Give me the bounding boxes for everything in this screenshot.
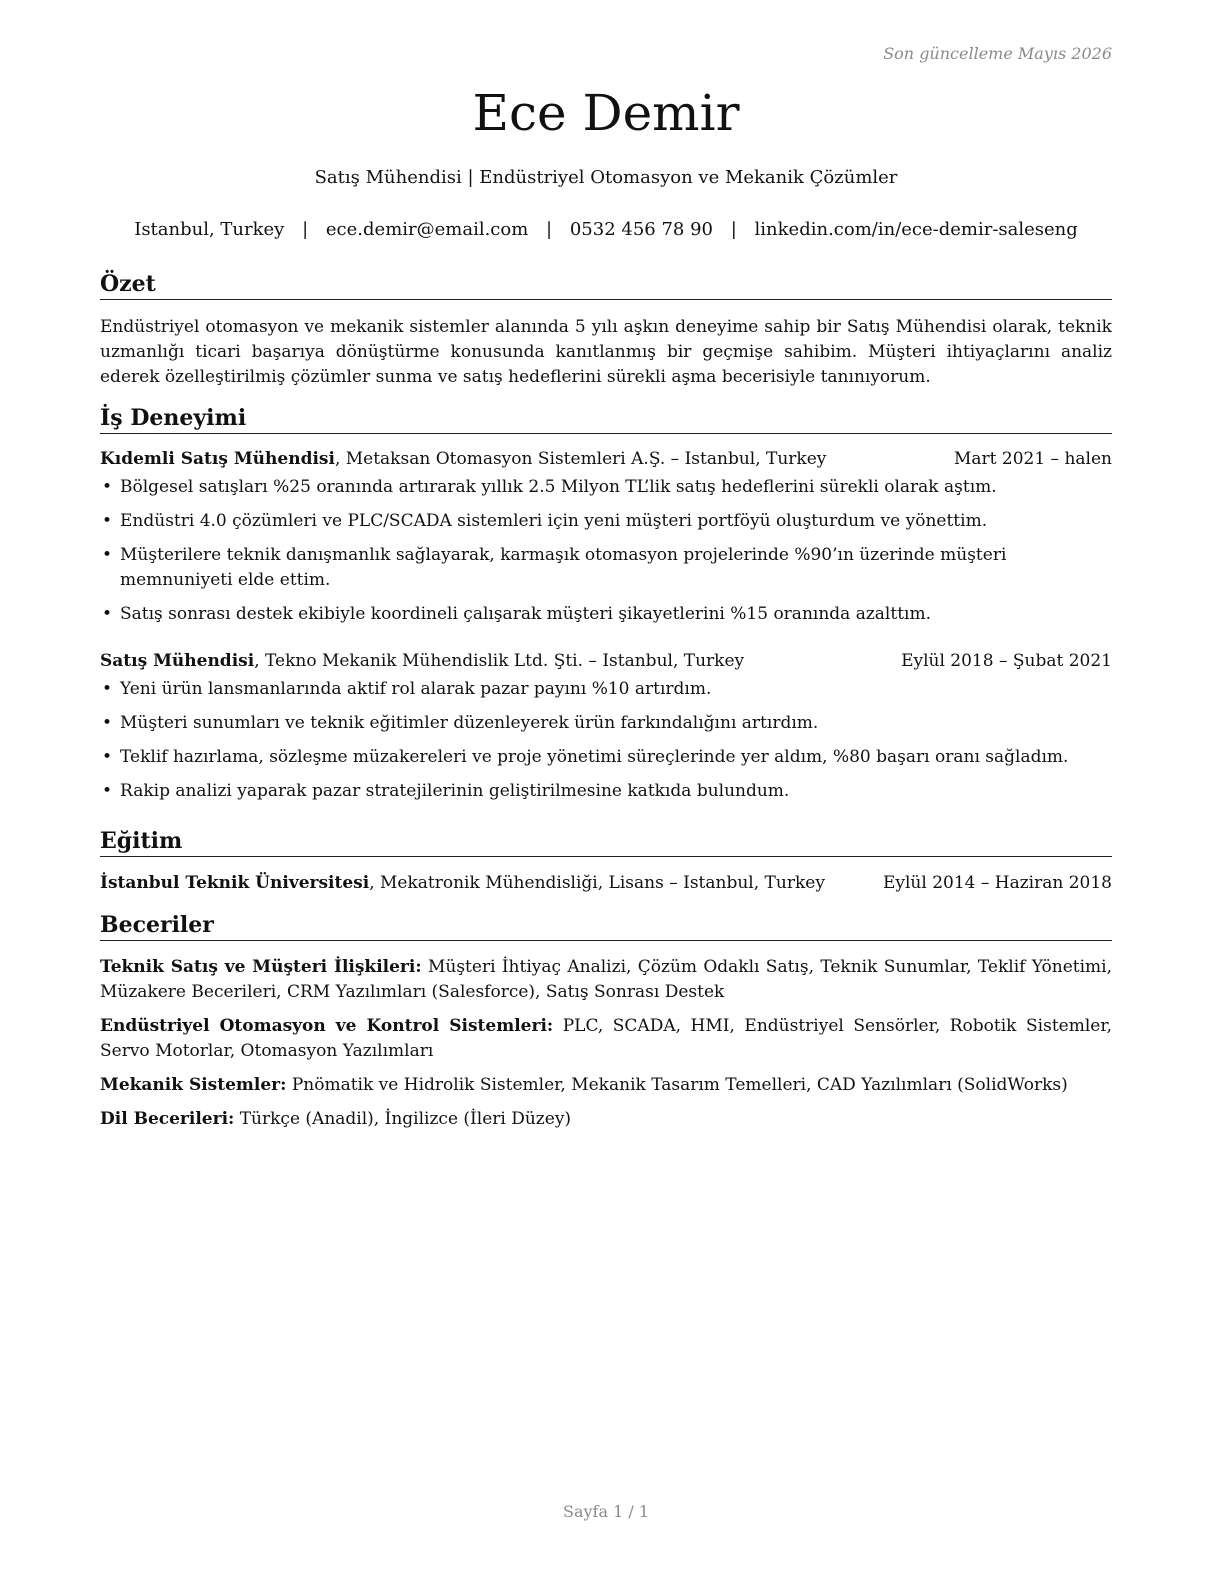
contact-location: Istanbul, Turkey bbox=[134, 219, 285, 240]
education-entry bbox=[100, 871, 1112, 895]
job-bullet: • Endüstri 4.0 çözümleri ve PLC/SCADA sistemleri için yeni müşteri portföyü oluşturdum ve yönettim. bbox=[100, 509, 1112, 534]
skills-section bbox=[100, 912, 1112, 1132]
summary-text: Endüstriyel otomasyon ve mekanik sistemler alanında 5 yılı aşkın deneyime sahip bir Satış Mühendisi olarak, teknik uzmanlığı ticari başarıya dönüştürme konusunda kanıtlanmış bir geçmişe sahibim. Müşteri ihtiyaçlarını analiz ederek özelleştirilmiş çözümler sunma ve satış hedeflerini sürekli aşma becerisiyle tanınıyorum. bbox=[100, 317, 1112, 387]
job-title-line bbox=[100, 649, 744, 673]
candidate-name: Ece Demir bbox=[472, 84, 740, 142]
job-bullet: • Yeni ürün lansmanlarında aktif rol alarak pazar payını %10 artırdım. bbox=[100, 677, 1112, 702]
job-company: , Metaksan Otomasyon Sistemleri A.Ş. – Istanbul, Turkey bbox=[334, 449, 827, 469]
education-line bbox=[100, 871, 825, 895]
job-bullet: • Müşteri sunumları ve teknik eğitimler düzenleyerek ürün farkındalığını artırdım. bbox=[100, 711, 1112, 736]
skill-text: Pnömatik ve Hidrolik Sistemler, Mekanik Tasarım Temelleri, CAD Yazılımları (SolidWorks) bbox=[286, 1075, 1068, 1095]
skill-label: Endüstriyel Otomasyon ve Kontrol Sistemleri: bbox=[100, 1016, 554, 1036]
job-dates: Eylül 2018 – Şubat 2021 bbox=[901, 651, 1112, 671]
skill-text: Türkçe (Anadil), İngilizce (İleri Düzey) bbox=[234, 1109, 572, 1129]
contact-separator: | bbox=[730, 219, 737, 240]
job-company: , Tekno Mekanik Mühendislik Ltd. Şti. – Istanbul, Turkey bbox=[254, 651, 745, 671]
resume-page bbox=[100, 0, 1112, 1584]
job-bullet: • Rakip analizi yaparak pazar stratejilerinin geliştirilmesine katkıda bulundum. bbox=[100, 779, 1112, 804]
headline: Satış Mühendisi | Endüstriyel Otomasyon ve Mekanik Çözümler bbox=[314, 167, 898, 188]
education-section bbox=[100, 828, 1112, 895]
section-title-skills: Beceriler bbox=[100, 912, 1112, 941]
contact-linkedin[interactable]: linkedin.com/in/ece-demir-saleseng bbox=[754, 219, 1078, 240]
skill-group bbox=[100, 1107, 1112, 1132]
job-bullet: • Bölgesel satışları %25 oranında artırarak yıllık 2.5 Milyon TL’lik satış hedeflerini sürekli olarak aştım. bbox=[100, 475, 1112, 500]
job-role: Kıdemli Satış Mühendisi bbox=[100, 449, 335, 469]
contact-separator: | bbox=[546, 219, 553, 240]
section-title-education: Eğitim bbox=[100, 828, 1112, 857]
job-bullet: • Teklif hazırlama, sözleşme müzakereleri ve proje yönetimi süreçlerinde yer aldım, %80 başarı oranı sağladım. bbox=[100, 745, 1112, 770]
job-header bbox=[100, 649, 1112, 673]
skill-text: Müşteri İhtiyaç Analizi, Çözüm Odaklı Satış, Teknik Sunumlar, Teklif Yönetimi, Müzakere Becerileri, CRM Yazılımları (Salesforce), Satış Sonrası Destek bbox=[100, 957, 1113, 1002]
section-title-experience: İş Deneyimi bbox=[100, 405, 1112, 434]
skill-group bbox=[100, 1073, 1112, 1098]
degree-detail: , Mekatronik Mühendisliği, Lisans – Istanbul, Turkey bbox=[369, 873, 825, 893]
skill-label: Mekanik Sistemler: bbox=[100, 1075, 287, 1095]
contact-email[interactable]: ece.demir@email.com bbox=[325, 219, 529, 240]
job-dates: Mart 2021 – halen bbox=[953, 449, 1112, 469]
job-title-line bbox=[100, 447, 826, 471]
contact-phone[interactable]: 0532 456 78 90 bbox=[569, 219, 713, 240]
section-title-summary: Özet bbox=[100, 271, 1112, 300]
job-entry bbox=[100, 649, 1112, 804]
skill-group bbox=[100, 1014, 1112, 1064]
contact-line bbox=[100, 219, 1112, 240]
skill-group bbox=[100, 955, 1112, 1005]
job-bullets bbox=[100, 475, 1112, 627]
page-number: Sayfa 1 / 1 bbox=[562, 1502, 649, 1521]
last-updated: Son güncelleme Mayıs 2026 bbox=[883, 44, 1112, 63]
summary-section bbox=[100, 271, 1112, 390]
contact-separator: | bbox=[302, 219, 309, 240]
job-header bbox=[100, 447, 1112, 471]
education-dates: Eylül 2014 – Haziran 2018 bbox=[882, 873, 1112, 893]
experience-section bbox=[100, 405, 1112, 813]
skill-text: PLC, SCADA, HMI, Endüstriyel Sensörler, Robotik Sistemler, Servo Motorlar, Otomasyon Yazılımları bbox=[100, 1016, 1112, 1061]
school-name: İstanbul Teknik Üniversitesi bbox=[100, 873, 370, 893]
job-bullets bbox=[100, 677, 1112, 804]
skill-label: Teknik Satış ve Müşteri İlişkileri: bbox=[100, 957, 422, 977]
job-entry bbox=[100, 447, 1112, 627]
job-bullet: • Müşterilere teknik danışmanlık sağlayarak, karmaşık otomasyon projelerinde %90’ın üzerinde müşteri memnuniyeti elde ettim. bbox=[100, 543, 1112, 593]
skill-label: Dil Becerileri: bbox=[100, 1109, 235, 1129]
job-bullet: • Satış sonrası destek ekibiyle koordineli çalışarak müşteri şikayetlerini %15 oranında azalttım. bbox=[100, 602, 1112, 627]
job-role: Satış Mühendisi bbox=[100, 651, 255, 671]
